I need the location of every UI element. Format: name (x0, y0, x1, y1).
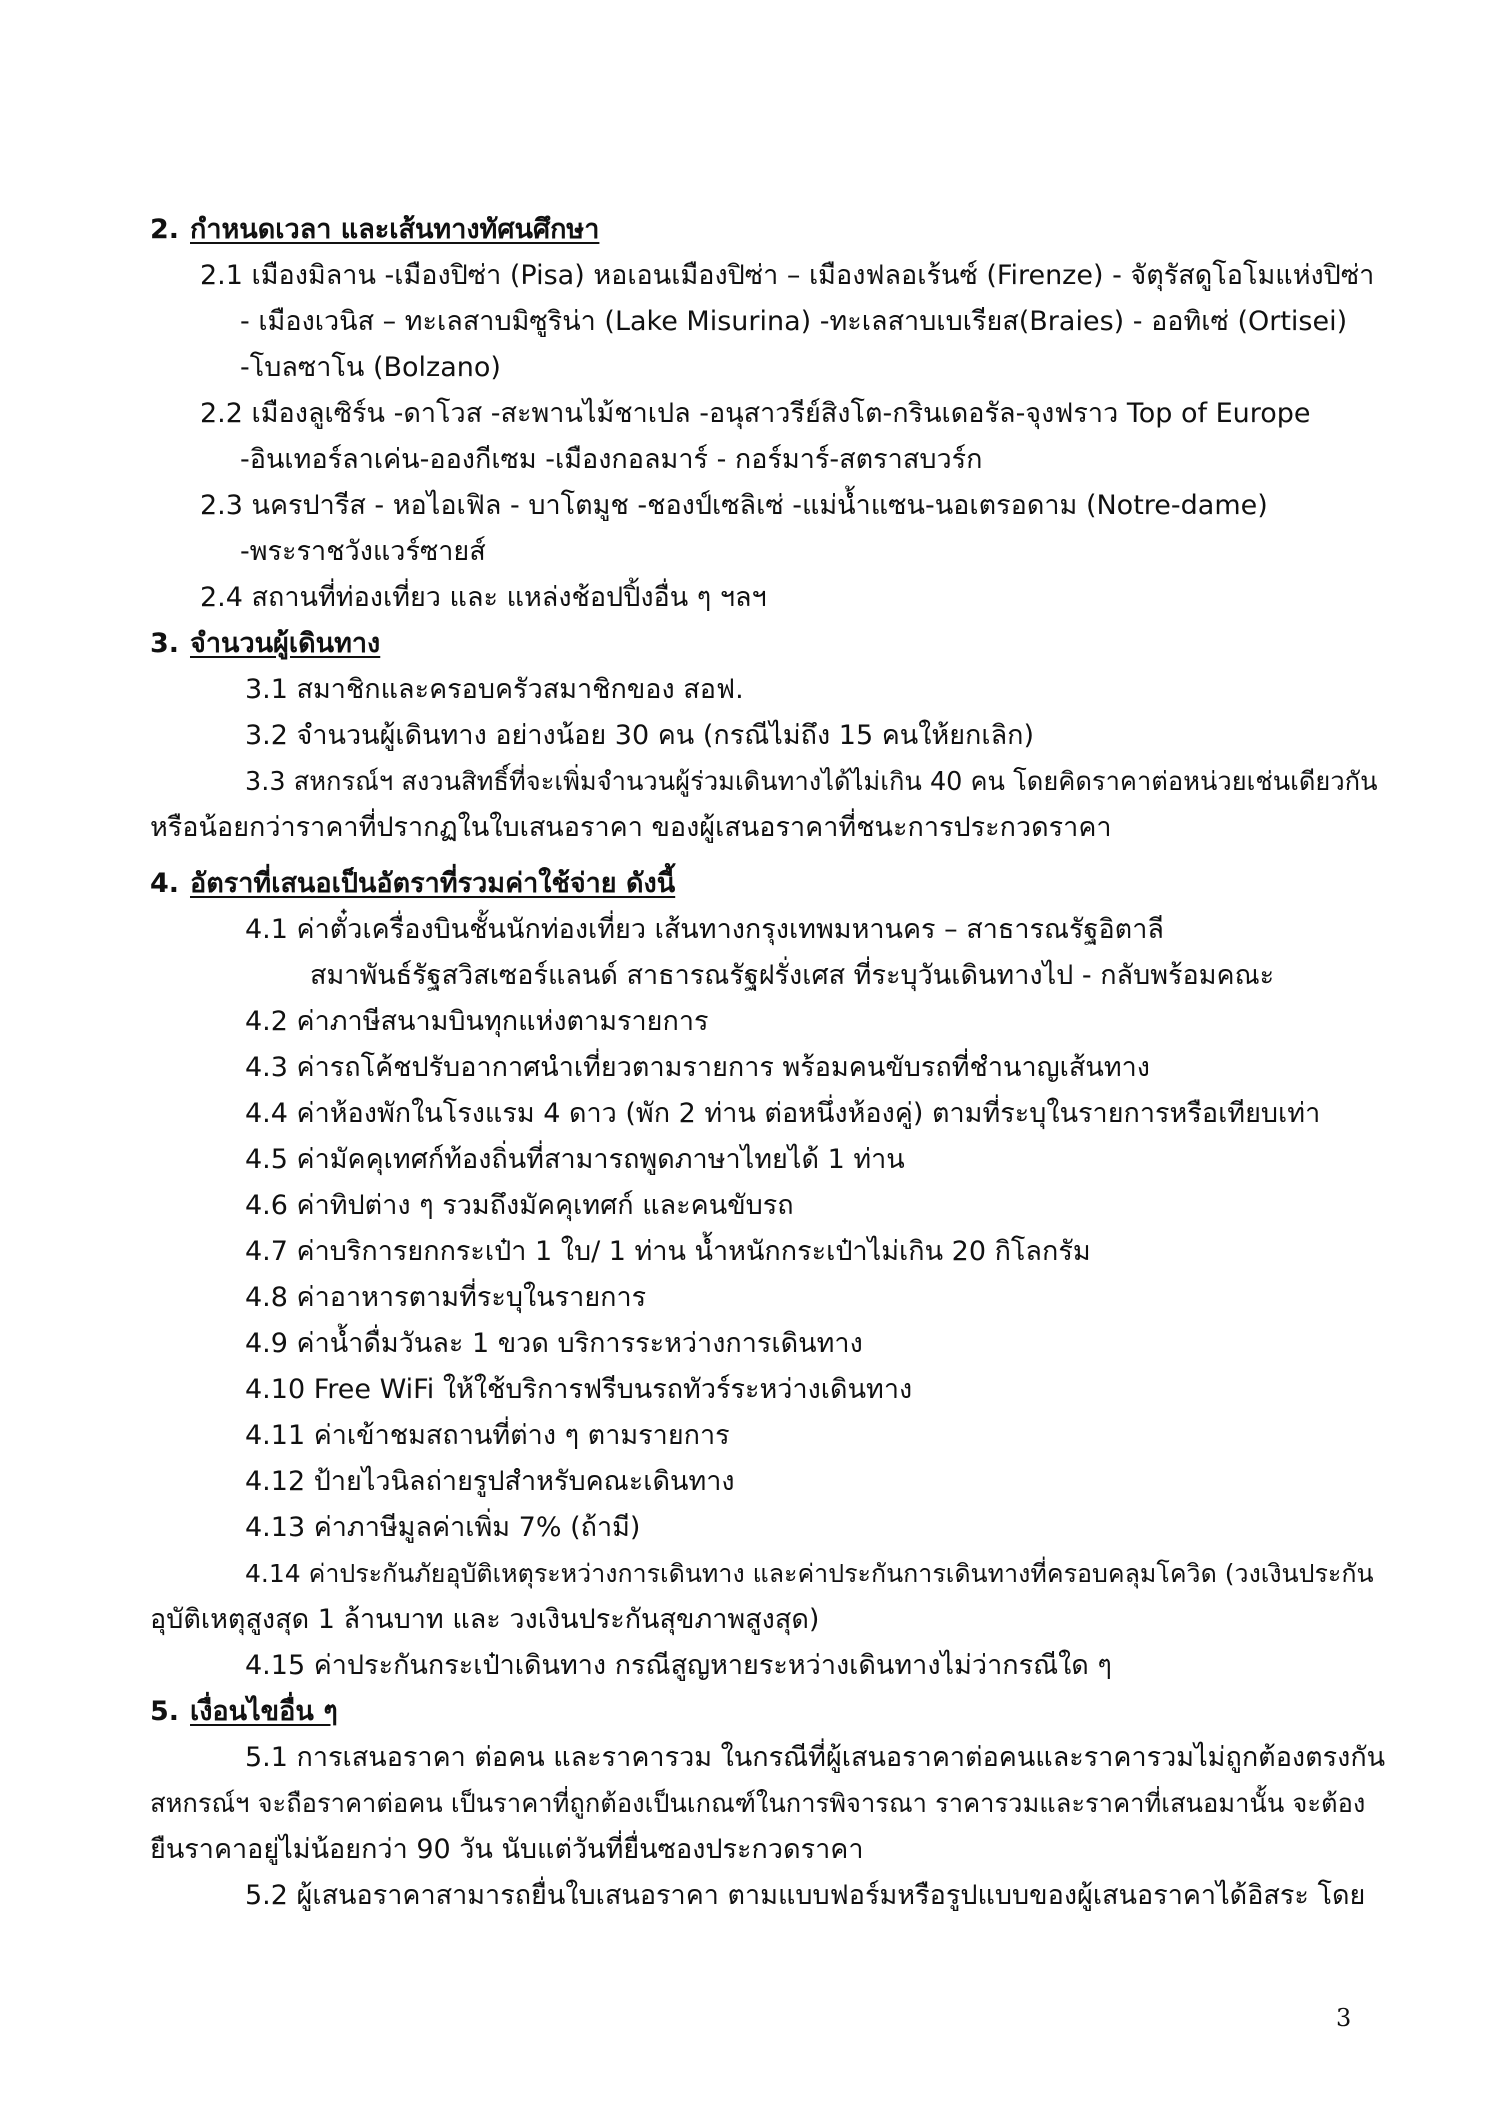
text-line: 2.1 เมืองมิลาน -เมืองปิซ่า (Pisa) หอเอนเมืองปิซ่า – เมืองฟลอเร้นซ์ (Firenze) - จัตุรัสดูโอโมแห่งปิซ่า (200, 260, 1375, 291)
text-line: 4.8 ค่าอาหารตามที่ระบุในรายการ (245, 1282, 647, 1313)
section-heading (150, 210, 599, 250)
text-line: 5.1 การเสนอราคา ต่อคน และราคารวม ในกรณีที่ผู้เสนอราคาต่อคนและราคารวมไม่ถูกต้องตรงกัน (245, 1742, 1386, 1773)
section-number: 4. (150, 868, 180, 899)
text-line: -โบลซาโน (Bolzano) (240, 352, 501, 383)
text-line: อุบัติเหตุสูงสุด 1 ล้านบาท และ วงเงินประกันสุขภาพสูงสุด) (150, 1604, 820, 1635)
text-line: 3.2 จำนวนผู้เดินทาง อย่างน้อย 30 คน (กรณีไม่ถึง 15 คนให้ยกเลิก) (245, 720, 1035, 751)
text-line: 4.5 ค่ามัคคุเทศก์ท้องถิ่นที่สามารถพูดภาษาไทยได้ 1 ท่าน (245, 1144, 905, 1175)
text-line: 4.6 ค่าทิปต่าง ๆ รวมถึงมัคคุเทศก์ และคนขับรถ (245, 1190, 794, 1221)
text-line: 5.2 ผู้เสนอราคาสามารถยื่นใบเสนอราคา ตามแบบฟอร์มหรือรูปแบบของผู้เสนอราคาได้อิสระ โดย (245, 1880, 1366, 1911)
section-heading (150, 1692, 338, 1732)
text-line: ยืนราคาอยู่ไม่น้อยกว่า 90 วัน นับแต่วันที่ยื่นซองประกวดราคา (150, 1834, 864, 1865)
text-line: 2.4 สถานที่ท่องเที่ยว และ แหล่งช้อปปิ้งอื่น ๆ ฯลฯ (200, 582, 767, 613)
text-line: 4.3 ค่ารถโค้ชปรับอากาศนำเที่ยวตามรายการ พร้อมคนขับรถที่ชำนาญเส้นทาง (245, 1052, 1150, 1083)
text-line: 4.9 ค่าน้ำดื่มวันละ 1 ขวด บริการระหว่างการเดินทาง (245, 1328, 863, 1359)
text-line: หรือน้อยกว่าราคาที่ปรากฏในใบเสนอราคา ของผู้เสนอราคาที่ชนะการประกวดราคา (150, 812, 1112, 843)
text-line: 4.12 ป้ายไวนิลถ่ายรูปสำหรับคณะเดินทาง (245, 1466, 735, 1497)
text-line: 4.10 Free WiFi ให้ใช้บริการฟรีบนรถทัวร์ระหว่างเดินทาง (245, 1374, 913, 1405)
text-line: 4.14 ค่าประกันภัยอุบัติเหตุระหว่างการเดินทาง และค่าประกันการเดินทางที่ครอบคลุมโควิด (วงเงินประกัน (245, 1559, 1374, 1588)
text-line: -พระราชวังแวร์ซายส์ (240, 536, 486, 567)
text-line: สหกรณ์ฯ จะถือราคาต่อคน เป็นราคาที่ถูกต้องเป็นเกณฑ์ในการพิจารณา ราคารวมและราคาที่เสนอมานั้น จะต้อง (150, 1789, 1366, 1819)
section-heading (150, 624, 380, 664)
text-line: 2.2 เมืองลูเซิร์น -ดาโวส -สะพานไม้ชาเปล -อนุสาวรีย์สิงโต-กรินเดอรัล-จุงฟราว Top of Europe (200, 398, 1311, 429)
section-number: 5. (150, 1696, 180, 1727)
page-number: 3 (1336, 2004, 1352, 2032)
section-title: กำหนดเวลา และเส้นทางทัศนศึกษา (190, 214, 600, 245)
text-line: 2.3 นครปารีส - หอไอเฟิล - บาโตมูช -ชองป์เซลิเซ่ -แม่น้ำแซน-นอเตรอดาม (Notre-dame) (200, 490, 1268, 521)
section-title: จำนวนผู้เดินทาง (190, 628, 381, 659)
section-title: อัตราที่เสนอเป็นอัตราที่รวมค่าใช้จ่าย ดังนี้ (190, 868, 676, 899)
text-line: 4.1 ค่าตั๋วเครื่องบินชั้นนักท่องเที่ยว เส้นทางกรุงเทพมหานคร – สาธารณรัฐอิตาลี (245, 914, 1164, 945)
text-line: 3.3 สหกรณ์ฯ สงวนสิทธิ์ที่จะเพิ่มจำนวนผู้ร่วมเดินทางได้ไม่เกิน 40 คน โดยคิดราคาต่อหน่วยเช่นเดียวกัน (245, 767, 1378, 797)
text-line: 4.4 ค่าห้องพักในโรงแรม 4 ดาว (พัก 2 ท่าน ต่อหนึ่งห้องคู่) ตามที่ระบุในรายการหรือเทียบเท่า (245, 1098, 1321, 1129)
text-line: -อินเทอร์ลาเค่น-อองกีเซม -เมืองกอลมาร์ - กอร์มาร์-สตราสบวร์ก (240, 444, 983, 475)
text-line: 4.15 ค่าประกันกระเป๋าเดินทาง กรณีสูญหายระหว่างเดินทางไม่ว่ากรณีใด ๆ (245, 1650, 1112, 1681)
text-line: 4.13 ค่าภาษีมูลค่าเพิ่ม 7% (ถ้ามี) (245, 1512, 641, 1543)
section-number: 3. (150, 628, 180, 659)
text-line: - เมืองเวนิส – ทะเลสาบมิซูริน่า (Lake Misurina) -ทะเลสาบเบเรียส(Braies) - ออทิเซ่ (Ortisei) (240, 306, 1348, 337)
section-number: 2. (150, 214, 180, 245)
text-line: 4.11 ค่าเข้าชมสถานที่ต่าง ๆ ตามรายการ (245, 1420, 730, 1451)
text-line: 3.1 สมาชิกและครอบครัวสมาชิกของ สอฟ. (245, 674, 744, 705)
text-line: 4.7 ค่าบริการยกกระเป๋า 1 ใบ/ 1 ท่าน น้ำหนักกระเป๋าไม่เกิน 20 กิโลกรัม (245, 1236, 1091, 1267)
text-line: 4.2 ค่าภาษีสนามบินทุกแห่งตามรายการ (245, 1006, 709, 1037)
text-line: สมาพันธ์รัฐสวิสเซอร์แลนด์ สาธารณรัฐฝรั่งเศส ที่ระบุวันเดินทางไป - กลับพร้อมคณะ (310, 960, 1275, 991)
section-heading (150, 864, 675, 904)
section-title: เงื่อนไขอื่น ๆ (190, 1696, 338, 1727)
